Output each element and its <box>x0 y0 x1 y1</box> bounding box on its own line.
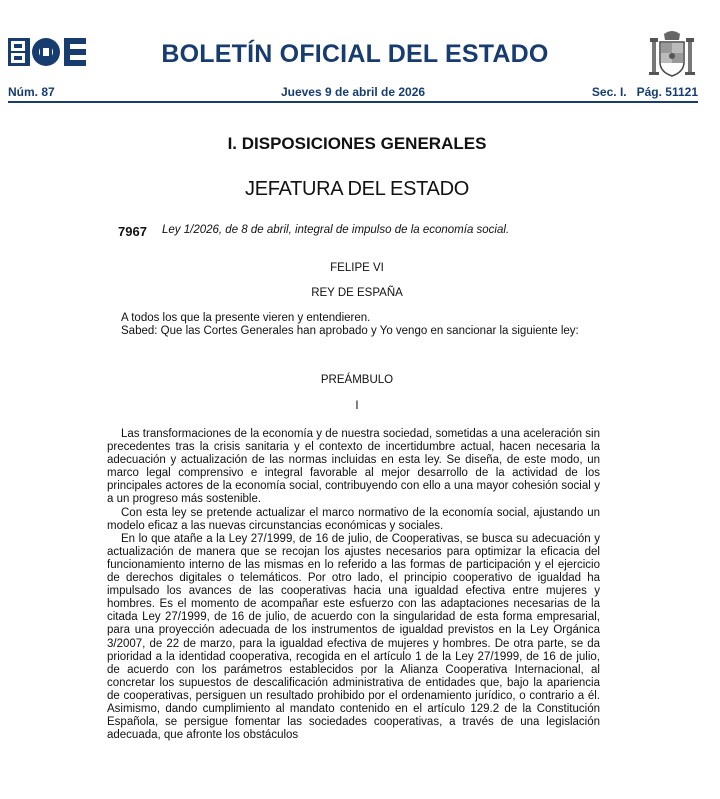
intro-text <box>107 312 600 338</box>
intro-paragraph: Sabed: Que las Cortes Generales han aprobado y Yo vengo en sancionar la siguiente ley: <box>121 325 579 338</box>
law-number: 7967 <box>118 224 147 239</box>
issue-number: Núm. 87 <box>8 85 55 99</box>
gazette-title: BOLETÍN OFICIAL DEL ESTADO <box>161 40 549 68</box>
boe-logo-icon <box>8 36 88 68</box>
section-title: I. DISPOSICIONES GENERALES <box>227 134 487 153</box>
coat-of-arms-icon <box>646 28 698 80</box>
issue-meta <box>8 85 698 101</box>
king-name: FELIPE VI <box>330 262 384 274</box>
preamble-body <box>107 428 600 742</box>
body-paragraph: Con esta ley se pretende actualizar el marco normativo de la economía social, ajustando un modelo eficaz a las nuevas circunstancias económicas y sociales. <box>107 506 600 532</box>
section-page: Sec. I. Pág. 51121 <box>591 85 698 99</box>
boe-header <box>0 0 720 110</box>
issue-date: Jueves 9 de abril de 2026 <box>280 85 426 99</box>
intro-paragraph: A todos los que la presente vieren y entendieren. <box>121 312 371 324</box>
king-title: REY DE ESPAÑA <box>311 287 403 299</box>
preamble-roman: I <box>355 400 359 412</box>
body-paragraph: Las transformaciones de la economía y de nuestra sociedad, sometidas a una aceleración sin precedentes tras la crisis sanitaria y el contexto de incertidumbre actual, hacen necesaria la adecuación y actualización de las normas incluidas en esta ley. Se diseña, de este modo, un marco legal comprensivo e integral favorable al mejor desarrollo de la actividad de los principales actores de la economía social, contribuyendo con ello a una mayor cohesión social y a un progreso más sostenible. <box>107 428 600 506</box>
header-divider <box>8 101 698 103</box>
boe-logo <box>8 36 88 68</box>
organism-title: JEFATURA DEL ESTADO <box>245 178 469 200</box>
law-title: Ley 1/2026, de 8 de abril, integral de impulso de la economía social. <box>162 224 510 236</box>
preamble-title: PREÁMBULO <box>320 374 394 386</box>
body-paragraph: En lo que atañe a la Ley 27/1999, de 16 de julio, de Cooperativas, se busca su adecuación y actualización de manera que se recojan los ajustes necesarios para optimizar la eficacia del funcionamiento interno de las mismas en lo referido a las formas de participación y el ejercicio de derechos digitales o telemáticos. Por otro lado, el principio cooperativo de igualdad ha impulsado los avances de las cooperativas hacia una igualdad efectiva entre mujeres y hombres. Es el momento de acompañar este esfuerzo con las adaptaciones necesarias de la citada Ley 27/1999, de 16 de julio, de acuerdo con la singularidad de esta forma empresarial, para una proyección adecuada de los instrumentos de igualdad previstos en la Ley Orgánica 3/2007, de 22 de marzo, para la igualdad efectiva de mujeres y hombres. De otra parte, se da prioridad a la identidad cooperativa, recogida en el artículo 1 de la Ley 27/1999, de 16 de julio, de acuerdo con los parámetros establecidos por la Alianza Cooperativa Internacional, al concretar los supuestos de descalificación administrativa de entidades que, bajo la apariencia de cooperativas, persiguen un resultado prohibido por el ordenamiento jurídico, o contrario a él. Asimismo, dando cumplimiento al mandato contenido en el artículo 129.2 de la Constitución Española, se persigue fomentar las sociedades cooperativas, a través de una legislación adecuada, que afronte los obstáculos <box>107 532 600 742</box>
